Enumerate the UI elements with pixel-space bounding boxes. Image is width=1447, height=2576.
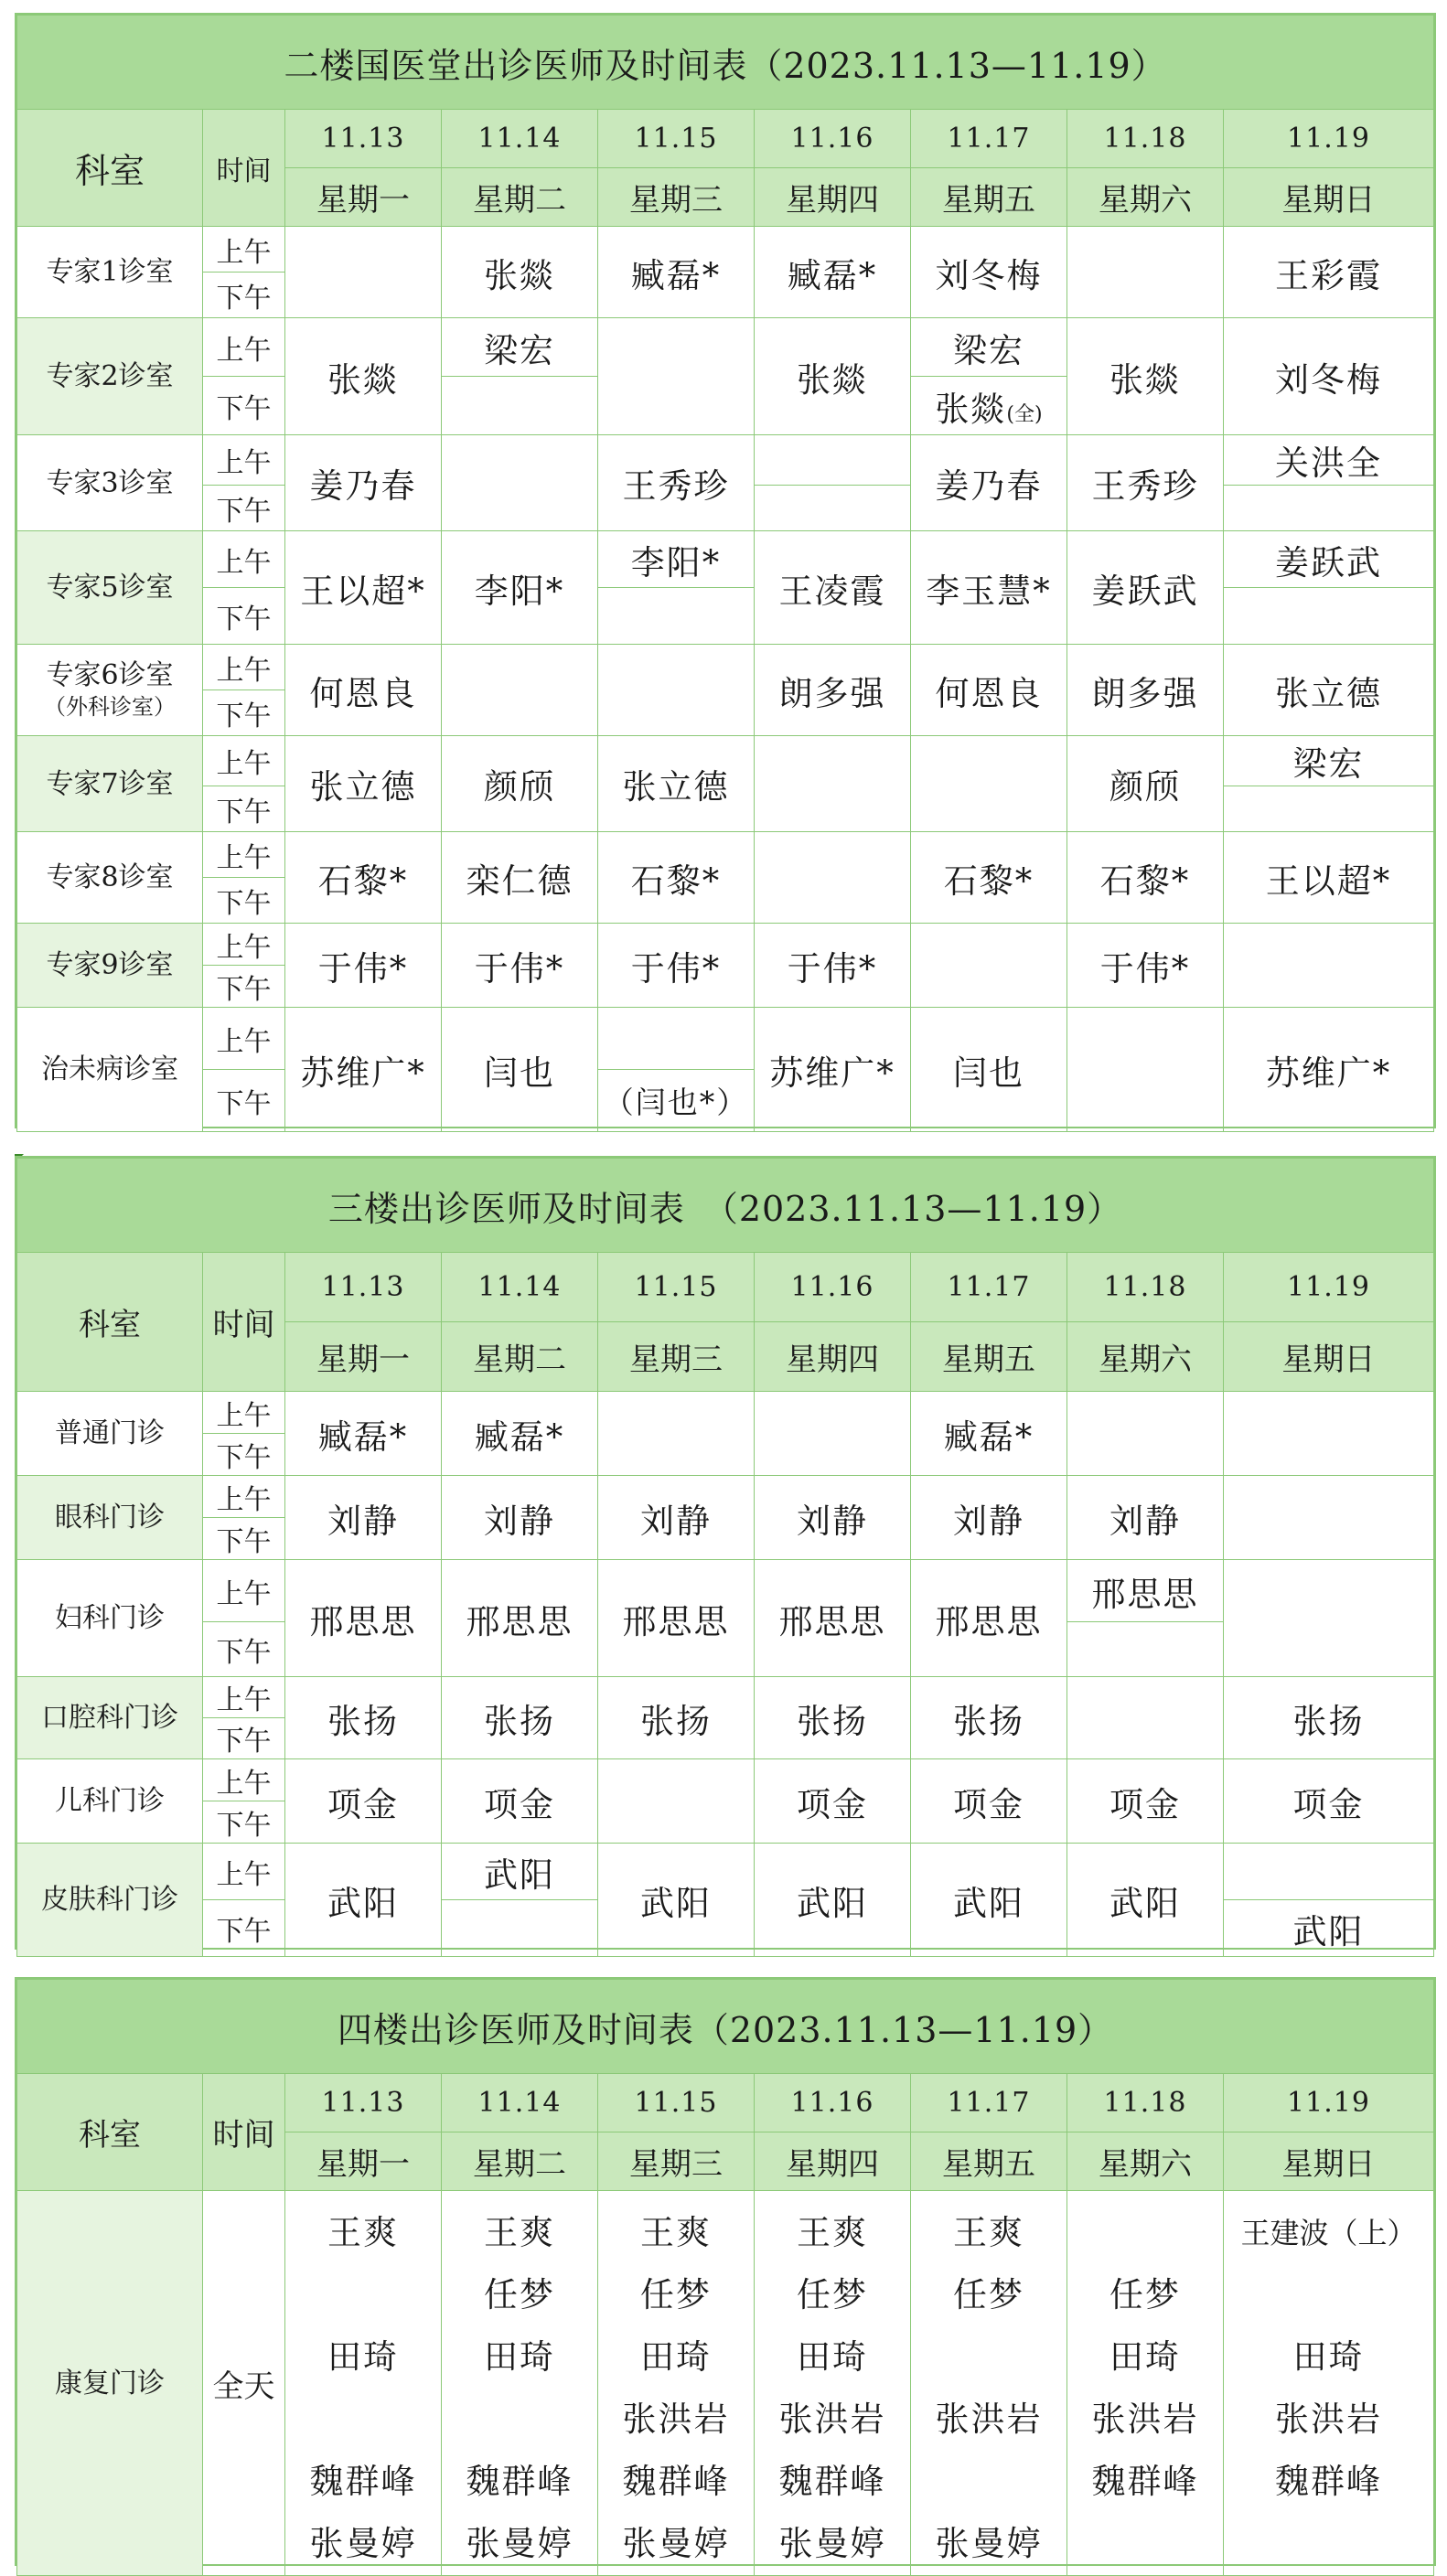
doctor-name: 田琦 <box>327 2337 399 2377</box>
doctor-cell: 项金 <box>285 1759 442 1844</box>
doctor-name: 王爽 <box>797 2213 868 2252</box>
floor4-title: 四楼出诊医师及时间表（2023.11.13—11.19） <box>17 1980 1434 2074</box>
am-label: 上午 <box>203 1677 285 1718</box>
dept-name: 眼科门诊 <box>17 1476 203 1560</box>
doctor-cell: 张扬 <box>285 1677 442 1759</box>
schedule-cell <box>1224 588 1434 645</box>
doctor-cell: 刘冬梅 <box>911 227 1067 318</box>
time-header: 时间 <box>203 1253 285 1392</box>
doctor-cell: 刘静 <box>442 1476 598 1560</box>
date-header: 11.19 <box>1224 1253 1434 1322</box>
schedule-cell <box>911 924 1067 1008</box>
doctor-name: 张曼婷 <box>622 2524 730 2563</box>
doctor-cell: 闫也 <box>442 1008 598 1132</box>
weekday-header: 星期四 <box>755 168 911 227</box>
doctor-cell: 武阳 <box>285 1844 442 1957</box>
pm-label: 下午 <box>203 1900 285 1957</box>
schedule-cell <box>1067 1008 1224 1132</box>
doctor-cell: 王秀珍 <box>598 435 755 531</box>
doctor-cell: 武阳 <box>1067 1844 1224 1957</box>
doctor-cell: 张扬 <box>1224 1677 1434 1759</box>
schedule-cell <box>1067 227 1224 318</box>
date-header: 11.19 <box>1224 110 1434 168</box>
schedule-cell <box>1224 924 1434 1008</box>
doctor-cell: 栾仁德 <box>442 832 598 924</box>
weekday-header: 星期五 <box>911 2132 1067 2191</box>
doctor-cell: 梁宏 <box>442 318 598 377</box>
schedule-cell <box>1224 1392 1434 1476</box>
doctor-name: 魏群峰 <box>778 2462 886 2501</box>
dept-name: 妇科门诊 <box>17 1560 203 1677</box>
schedule-cell <box>1224 1560 1434 1677</box>
doctor-cell: 臧磊* <box>755 227 911 318</box>
doctor-cell: 邢思思 <box>755 1560 911 1677</box>
doctor-cell: 臧磊* <box>442 1392 598 1476</box>
dept-name-main: 专家6诊室 <box>46 659 174 692</box>
am-label: 上午 <box>203 1392 285 1434</box>
doctor-name: 田琦 <box>640 2337 712 2377</box>
doctor-name: 魏群峰 <box>1091 2462 1199 2501</box>
dept-name: 专家2诊室 <box>17 318 203 435</box>
weekday-header: 星期日 <box>1224 2132 1434 2191</box>
dept-name-sub: （外科诊室） <box>44 694 176 721</box>
doctor-cell: 李玉慧* <box>911 531 1067 645</box>
weekday-header: 星期四 <box>755 1322 911 1392</box>
floor2-schedule <box>15 13 1436 1128</box>
doctor-name: 张洪岩 <box>1091 2400 1199 2439</box>
dept-name: 康复门诊 <box>17 2191 203 2576</box>
doctor-cell: 张燚 <box>285 318 442 435</box>
pm-label: 下午 <box>203 1518 285 1560</box>
doctor-cell: 张燚 <box>442 227 598 318</box>
doctor-name: 张洪岩 <box>935 2400 1043 2439</box>
am-label: 上午 <box>203 435 285 486</box>
doctor-cell: 邢思思 <box>911 1560 1067 1677</box>
am-label: 上午 <box>203 924 285 966</box>
doctor-list <box>911 2191 1067 2576</box>
am-label: 上午 <box>203 736 285 786</box>
doctor-name <box>1224 2264 1433 2326</box>
doctor-cell: 刘静 <box>755 1476 911 1560</box>
doctor-name: 魏群峰 <box>622 2462 730 2501</box>
weekday-header: 星期一 <box>285 1322 442 1392</box>
weekday-header: 星期一 <box>285 2132 442 2191</box>
pm-label: 下午 <box>203 690 285 736</box>
date-header: 11.14 <box>442 110 598 168</box>
date-header: 11.17 <box>911 110 1067 168</box>
doctor-cell: 苏维广* <box>1224 1008 1434 1132</box>
am-label: 上午 <box>203 1844 285 1900</box>
weekday-header: 星期日 <box>1224 1322 1434 1392</box>
time-header: 时间 <box>203 110 285 227</box>
am-label: 上午 <box>203 227 285 273</box>
schedule-cell <box>1224 1844 1434 1900</box>
doctor-name: 任梦 <box>484 2275 555 2314</box>
date-header: 11.18 <box>1067 2074 1224 2132</box>
doctor-cell: 刘静 <box>598 1476 755 1560</box>
dept-name: 普通门诊 <box>17 1392 203 1476</box>
doctor-cell: 闫也 <box>911 1008 1067 1132</box>
schedule-cell <box>598 645 755 736</box>
schedule-cell <box>442 377 598 435</box>
doctor-cell: 武阳 <box>1224 1900 1434 1957</box>
schedule-cell <box>285 227 442 318</box>
pm-label: 下午 <box>203 966 285 1008</box>
doctor-cell: 姜乃春 <box>285 435 442 531</box>
dept-name: 专家9诊室 <box>17 924 203 1008</box>
doctor-cell: 臧磊* <box>285 1392 442 1476</box>
date-header: 11.18 <box>1067 1253 1224 1322</box>
dept-name: 治未病诊室 <box>17 1008 203 1132</box>
weekday-header: 星期二 <box>442 2132 598 2191</box>
date-header: 11.13 <box>285 1253 442 1322</box>
date-header: 11.14 <box>442 2074 598 2132</box>
doctor-cell: 关洪全 <box>1224 435 1434 486</box>
doctor-cell: 石黎* <box>598 832 755 924</box>
doctor-cell: 刘静 <box>285 1476 442 1560</box>
schedule-cell <box>598 1008 755 1070</box>
date-header: 11.17 <box>911 1253 1067 1322</box>
full-day-note: (全) <box>1006 402 1043 426</box>
doctor-cell: 李阳* <box>598 531 755 588</box>
doctor-cell: 张扬 <box>598 1677 755 1759</box>
pm-label: 下午 <box>203 486 285 531</box>
pm-label: 下午 <box>203 878 285 924</box>
doctor-cell: 颜颀 <box>1067 736 1224 832</box>
doctor-cell: 王秀珍 <box>1067 435 1224 531</box>
doctor-cell: 张扬 <box>442 1677 598 1759</box>
weekday-header: 星期五 <box>911 168 1067 227</box>
dept-name: 口腔科门诊 <box>17 1677 203 1759</box>
doctor-cell: 项金 <box>1224 1759 1434 1844</box>
dept-header: 科室 <box>17 2074 203 2191</box>
schedule-cell <box>755 832 911 924</box>
doctor-cell: 梁宏 <box>911 318 1067 377</box>
doctor-list <box>1067 2191 1224 2576</box>
doctor-cell: 项金 <box>755 1759 911 1844</box>
doctor-cell: 王凌霞 <box>755 531 911 645</box>
am-label: 上午 <box>203 1759 285 1801</box>
doctor-cell: 臧磊* <box>911 1392 1067 1476</box>
dept-name: 儿科门诊 <box>17 1759 203 1844</box>
am-label: 上午 <box>203 1476 285 1518</box>
doctor-cell: 石黎* <box>911 832 1067 924</box>
date-header: 11.16 <box>755 110 911 168</box>
doctor-name: 张曼婷 <box>309 2524 417 2563</box>
doctor-name: 张洪岩 <box>1275 2400 1382 2439</box>
doctor-list <box>755 2191 911 2576</box>
doctor-name: 王爽 <box>327 2213 399 2252</box>
doctor-cell: 姜跃武 <box>1067 531 1224 645</box>
doctor-cell: 何恩良 <box>911 645 1067 736</box>
doctor-cell: 朗多强 <box>1067 645 1224 736</box>
doctor-name <box>1224 2513 1433 2575</box>
pm-label: 下午 <box>203 1801 285 1844</box>
doctor-name: 田琦 <box>484 2337 555 2377</box>
doctor-cell: 武阳 <box>755 1844 911 1957</box>
doctor-cell: 姜跃武 <box>1224 531 1434 588</box>
doctor-cell: 王以超* <box>1224 832 1434 924</box>
doctor-name <box>1067 2202 1223 2264</box>
doctor-cell: 项金 <box>442 1759 598 1844</box>
weekday-header: 星期六 <box>1067 2132 1224 2191</box>
schedule-cell <box>755 486 911 531</box>
date-header: 11.18 <box>1067 110 1224 168</box>
doctor-name: 王爽 <box>640 2213 712 2252</box>
doctor-cell: 刘静 <box>911 1476 1067 1560</box>
doctor-cell: 王以超* <box>285 531 442 645</box>
doctor-cell: 邢思思 <box>1067 1560 1224 1622</box>
pm-label: 下午 <box>203 1070 285 1132</box>
doctor-cell: 苏维广* <box>755 1008 911 1132</box>
doctor-cell: 于伟* <box>285 924 442 1008</box>
doctor-cell: 项金 <box>911 1759 1067 1844</box>
doctor-cell: 刘静 <box>1067 1476 1224 1560</box>
doctor-name: 张洪岩 <box>622 2400 730 2439</box>
doctor-name: 田琦 <box>1109 2337 1181 2377</box>
weekday-header: 星期三 <box>598 2132 755 2191</box>
dept-name <box>17 645 203 736</box>
doctor-cell: 臧磊* <box>598 227 755 318</box>
schedule-cell <box>1224 1476 1434 1560</box>
doctor-cell: 颜颀 <box>442 736 598 832</box>
schedule-cell <box>755 435 911 486</box>
pm-label: 下午 <box>203 273 285 318</box>
doctor-cell: 张立德 <box>1224 645 1434 736</box>
doctor-cell: 武阳 <box>442 1844 598 1900</box>
am-label: 上午 <box>203 531 285 588</box>
pm-label: 下午 <box>203 588 285 645</box>
doctor-cell: 张扬 <box>911 1677 1067 1759</box>
doctor-cell: 王彩霞 <box>1224 227 1434 318</box>
doctor-cell: 张立德 <box>598 736 755 832</box>
schedule-cell <box>442 435 598 531</box>
doctor-name: 王建波（上） <box>1240 2216 1417 2250</box>
doctor-cell: 刘冬梅 <box>1224 318 1434 435</box>
pm-label: 下午 <box>203 1434 285 1476</box>
doctor-cell: 石黎* <box>285 832 442 924</box>
doctor-name <box>911 2451 1066 2513</box>
weekday-header: 星期五 <box>911 1322 1067 1392</box>
am-label: 上午 <box>203 832 285 878</box>
weekday-header: 星期二 <box>442 1322 598 1392</box>
floor2-title: 二楼国医堂出诊医师及时间表（2023.11.13—11.19） <box>17 16 1434 110</box>
doctor-name: 魏群峰 <box>309 2462 417 2501</box>
doctor-cell: 于伟* <box>755 924 911 1008</box>
doctor-name <box>1067 2513 1223 2575</box>
date-header: 11.15 <box>598 1253 755 1322</box>
date-header: 11.16 <box>755 1253 911 1322</box>
doctor-name: 任梦 <box>1109 2275 1181 2314</box>
weekday-header: 星期二 <box>442 168 598 227</box>
doctor-name <box>442 2389 597 2451</box>
date-header: 11.17 <box>911 2074 1067 2132</box>
doctor-cell: 于伟* <box>442 924 598 1008</box>
dept-name: 专家7诊室 <box>17 736 203 832</box>
dept-name: 专家1诊室 <box>17 227 203 318</box>
allday-label: 全天 <box>203 2191 285 2576</box>
dept-name: 专家3诊室 <box>17 435 203 531</box>
doctor-name: 魏群峰 <box>1275 2462 1382 2501</box>
weekday-header: 星期日 <box>1224 168 1434 227</box>
doctor-cell: 姜乃春 <box>911 435 1067 531</box>
date-header: 11.16 <box>755 2074 911 2132</box>
weekday-header: 星期一 <box>285 168 442 227</box>
doctor-name: 任梦 <box>953 2275 1024 2314</box>
doctor-name: 任梦 <box>797 2275 868 2314</box>
doctor-name: 张洪岩 <box>778 2400 886 2439</box>
doctor-cell: 张燚 <box>1067 318 1224 435</box>
weekday-header: 星期四 <box>755 2132 911 2191</box>
doctor-cell: 何恩良 <box>285 645 442 736</box>
weekday-header: 星期三 <box>598 1322 755 1392</box>
floor3-title: 三楼出诊医师及时间表 （2023.11.13—11.19） <box>17 1159 1434 1253</box>
doctor-name: 任梦 <box>640 2275 712 2314</box>
schedule-cell <box>911 736 1067 832</box>
date-header: 11.15 <box>598 2074 755 2132</box>
schedule-cell <box>598 318 755 435</box>
pm-label: 下午 <box>203 1622 285 1677</box>
doctor-cell: 石黎* <box>1067 832 1224 924</box>
doctor-list <box>598 2191 755 2576</box>
doctor-name: 张燚 <box>935 389 1007 429</box>
schedule-cell <box>442 645 598 736</box>
date-header: 11.13 <box>285 2074 442 2132</box>
doctor-name: 魏群峰 <box>466 2462 573 2501</box>
doctor-name: 王爽 <box>953 2213 1024 2252</box>
floor4-schedule <box>15 1977 1436 2566</box>
pm-label: 下午 <box>203 1718 285 1759</box>
doctor-cell: 张扬 <box>755 1677 911 1759</box>
weekday-header: 星期三 <box>598 168 755 227</box>
schedule-cell <box>755 1392 911 1476</box>
doctor-cell: （闫也*） <box>598 1070 755 1132</box>
date-header: 11.13 <box>285 110 442 168</box>
dept-name: 专家5诊室 <box>17 531 203 645</box>
schedule-cell <box>1067 1392 1224 1476</box>
doctor-name: 田琦 <box>797 2337 868 2377</box>
doctor-list <box>442 2191 598 2576</box>
schedule-cell <box>598 1759 755 1844</box>
doctor-name: 田琦 <box>1292 2337 1365 2377</box>
schedule-cell <box>598 1392 755 1476</box>
doctor-cell: 项金 <box>1067 1759 1224 1844</box>
doctor-name <box>285 2389 441 2451</box>
doctor-name <box>911 2326 1066 2389</box>
dept-header: 科室 <box>17 110 203 227</box>
schedule-cell <box>1224 786 1434 832</box>
doctor-list <box>1224 2191 1434 2576</box>
doctor-cell: 邢思思 <box>598 1560 755 1677</box>
doctor-cell: 于伟* <box>598 924 755 1008</box>
pm-label: 下午 <box>203 377 285 435</box>
am-label: 上午 <box>203 645 285 690</box>
date-header: 11.15 <box>598 110 755 168</box>
am-label: 上午 <box>203 1560 285 1622</box>
doctor-name: 张曼婷 <box>466 2524 573 2563</box>
dept-name: 皮肤科门诊 <box>17 1844 203 1957</box>
date-header: 11.14 <box>442 1253 598 1322</box>
doctor-cell <box>911 377 1067 435</box>
schedule-cell <box>1067 1677 1224 1759</box>
doctor-cell: 于伟* <box>1067 924 1224 1008</box>
doctor-cell: 邢思思 <box>285 1560 442 1677</box>
am-label: 上午 <box>203 1008 285 1070</box>
doctor-cell: 张燚 <box>755 318 911 435</box>
doctor-list <box>285 2191 442 2576</box>
doctor-cell: 朗多强 <box>755 645 911 736</box>
schedule-cell <box>1224 486 1434 531</box>
time-header: 时间 <box>203 2074 285 2191</box>
schedule-cell <box>1067 1622 1224 1677</box>
doctor-cell: 武阳 <box>911 1844 1067 1957</box>
pm-label: 下午 <box>203 786 285 832</box>
schedule-cell <box>598 588 755 645</box>
doctor-name: 王爽 <box>484 2213 555 2252</box>
doctor-name: 张曼婷 <box>935 2524 1043 2563</box>
doctor-name: 张曼婷 <box>778 2524 886 2563</box>
am-label: 上午 <box>203 318 285 377</box>
dept-header: 科室 <box>17 1253 203 1392</box>
doctor-cell: 武阳 <box>598 1844 755 1957</box>
schedule-cell <box>755 736 911 832</box>
floor3-schedule <box>15 1156 1436 1950</box>
date-header: 11.19 <box>1224 2074 1434 2132</box>
dept-name: 专家8诊室 <box>17 832 203 924</box>
doctor-cell: 邢思思 <box>442 1560 598 1677</box>
schedule-cell <box>442 1900 598 1957</box>
doctor-name <box>285 2264 441 2326</box>
doctor-cell: 梁宏 <box>1224 736 1434 786</box>
doctor-cell: 李阳* <box>442 531 598 645</box>
weekday-header: 星期六 <box>1067 168 1224 227</box>
doctor-cell: 张立德 <box>285 736 442 832</box>
weekday-header: 星期六 <box>1067 1322 1224 1392</box>
doctor-cell: 苏维广* <box>285 1008 442 1132</box>
